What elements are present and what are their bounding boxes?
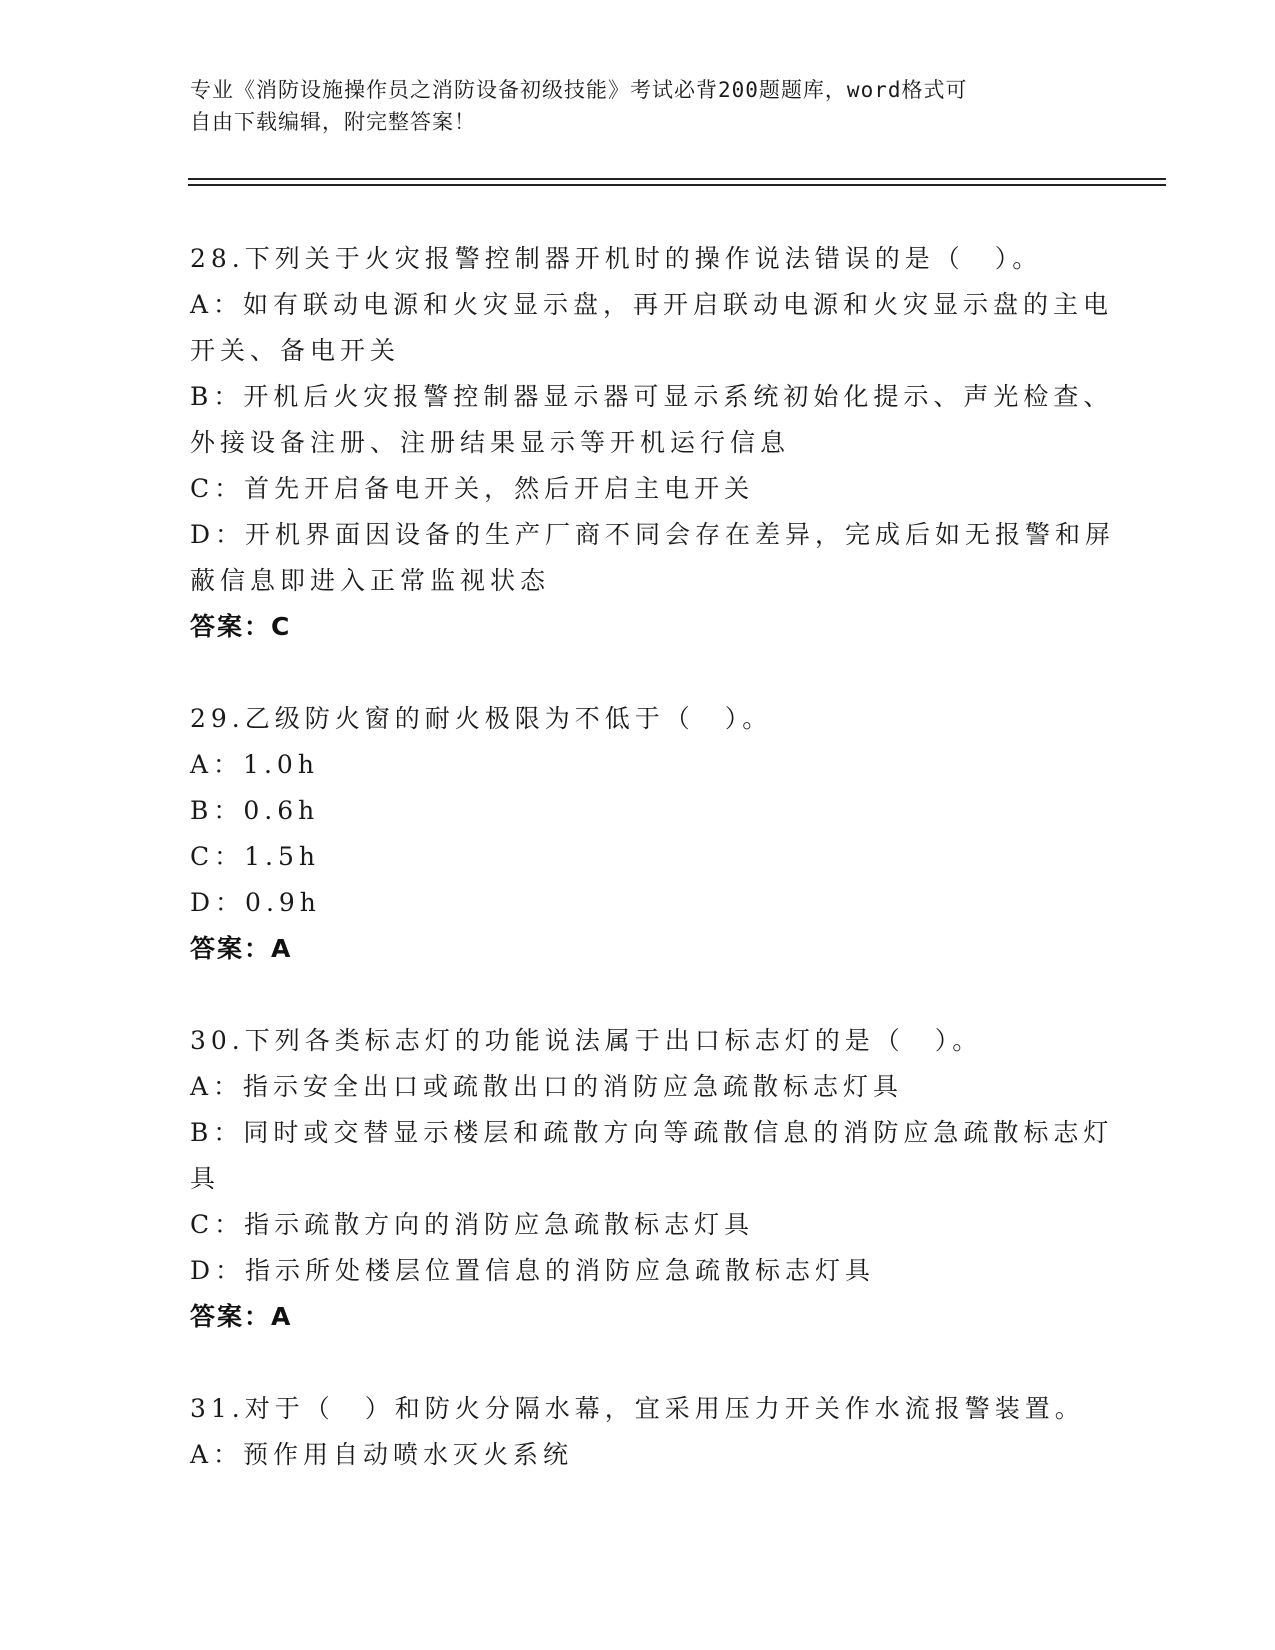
answer-label: 答案：A xyxy=(190,1302,293,1331)
question-title: 29.乙级防火窗的耐火极限为不低于（ ）。 xyxy=(190,704,773,733)
option-line: A：如有联动电源和火灾显示盘，再开启联动电源和火灾显示盘的主电 xyxy=(190,290,1114,319)
option-line: A：预作用自动喷水灭火系统 xyxy=(190,1440,574,1469)
question-title: 31.对于（ ）和防火分隔水幕，宜采用压力开关作水流报警装置。 xyxy=(190,1394,1085,1423)
question-list xyxy=(190,236,1116,1524)
option-line: 外接设备注册、注册结果显示等开机运行信息 xyxy=(190,428,791,457)
question-block xyxy=(190,236,1116,650)
document-header xyxy=(190,74,1090,138)
option-line: C：首先开启备电开关，然后开启主电开关 xyxy=(190,474,755,503)
answer-label: 答案：A xyxy=(190,934,293,963)
question-block xyxy=(190,1018,1114,1340)
answer-label: 答案：C xyxy=(190,612,292,641)
header-divider-bottom xyxy=(188,184,1166,186)
option-line: D：指示所处楼层位置信息的消防应急疏散标志灯具 xyxy=(190,1256,876,1285)
header-divider-top xyxy=(188,178,1166,180)
question-title: 30.下列各类标志灯的功能说法属于出口标志灯的是（ ）。 xyxy=(190,1026,983,1055)
option-line: D：开机界面因设备的生产厂商不同会存在差异，完成后如无报警和屏 xyxy=(190,520,1116,549)
header-line-2: 自由下载编辑，附完整答案！ xyxy=(190,110,476,134)
option-line: B：0.6h xyxy=(190,796,320,825)
option-line: 开关、备电开关 xyxy=(190,336,401,365)
option-line: 具 xyxy=(190,1164,221,1193)
option-line: B：开机后火灾报警控制器显示器可显示系统初始化提示、声光检查、 xyxy=(190,382,1114,411)
option-line: A：1.0h xyxy=(190,750,319,779)
header-line-1: 专业《消防设施操作员之消防设备初级技能》考试必背200题题库，word格式可 xyxy=(190,78,968,102)
option-line: B：同时或交替显示楼层和疏散方向等疏散信息的消防应急疏散标志灯 xyxy=(190,1118,1114,1147)
option-line: C：1.5h xyxy=(190,842,320,871)
option-line: A：指示安全出口或疏散出口的消防应急疏散标志灯具 xyxy=(190,1072,904,1101)
question-title: 28.下列关于火灾报警控制器开机时的操作说法错误的是（ ）。 xyxy=(190,244,1043,273)
question-block xyxy=(190,696,1090,972)
option-line: C：指示疏散方向的消防应急疏散标志灯具 xyxy=(190,1210,755,1239)
option-line: 蔽信息即进入正常监视状态 xyxy=(190,566,551,595)
option-line: D：0.9h xyxy=(190,888,321,917)
question-block xyxy=(190,1386,1090,1478)
